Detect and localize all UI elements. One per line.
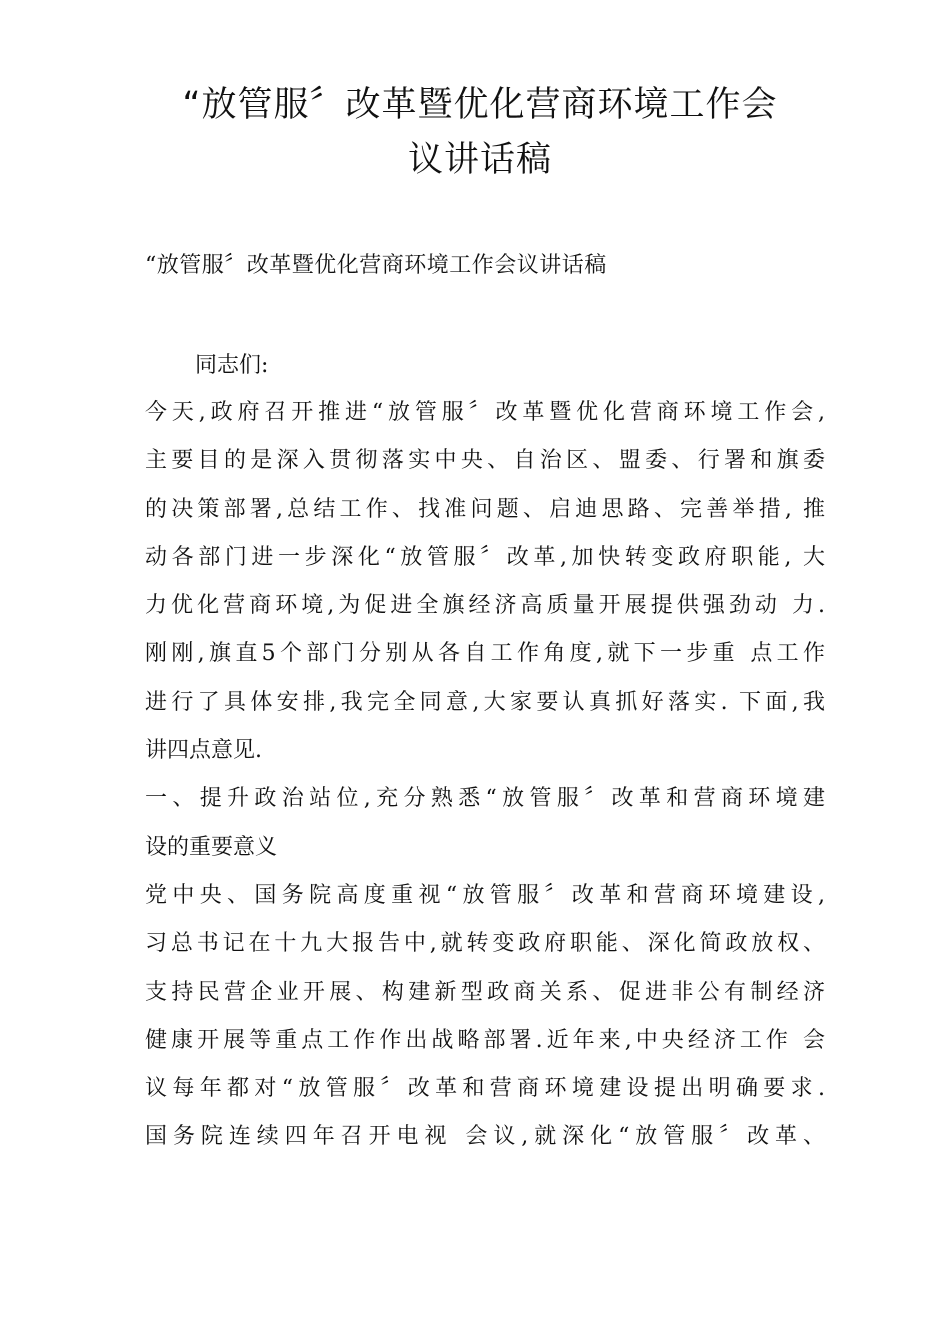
body-line: 支持民营企业开展、构建新型政商关系、促进非公有制经济: [145, 979, 825, 1005]
body-line: 的决策部署,总结工作、找准问题、启迪思路、完善举措, 推: [145, 496, 825, 522]
body-line: 习总书记在十九大报告中,就转变政府职能、深化简政放权、: [145, 931, 825, 957]
body-line: 动各部门进一步深化“放管服〞改革,加快转变政府职能, 大: [145, 544, 825, 570]
body-line: 今天,政府召开推进“放管服〞改革暨优化营商环境工作会,: [145, 400, 825, 425]
body-text: [145, 395, 825, 1168]
document-title-line-2: 议讲话稿: [407, 140, 552, 180]
body-line: 主要目的是深入贯彻落实中央、自治区、盟委、行署和旗委: [145, 448, 825, 474]
body-line: 力优化营商环境,为促进全旗经济高质量开展提供强劲动 力.: [145, 593, 825, 619]
body-line: 刚刚,旗直5个部门分别从各自工作角度,就下一步重 点工作: [145, 641, 825, 667]
body-line: 党中央、国务院高度重视“放管服〞改革和营商环境建设,: [145, 882, 825, 908]
body-line: 健康开展等重点工作作出战略部署.近年来,中央经济工作 会: [145, 1027, 825, 1053]
section-heading-line: 设的重要意义: [145, 834, 278, 860]
salutation: 同志们:: [195, 353, 269, 378]
section-heading-line: 一、提升政治站位,充分熟悉“放管服〞改革和营商环境建: [145, 786, 825, 812]
body-line: 国务院连续四年召开电视 会议,就深化“放管服〞改革、: [145, 1124, 825, 1150]
document-subtitle: “放管服〞改革暨优化营商环境工作会议讲话稿: [145, 253, 607, 278]
document-title-line-1: “放管服〞改革暨优化营商环境工作会: [182, 85, 778, 125]
body-line: 进行了具体安排,我完全同意,大家要认真抓好落实. 下面,我: [145, 689, 825, 715]
body-line: 议每年都对“放管服〞改革和营商环境建设提出明确要求.: [145, 1076, 825, 1102]
body-line: 讲四点意见.: [145, 738, 262, 764]
document-title: [140, 78, 820, 188]
